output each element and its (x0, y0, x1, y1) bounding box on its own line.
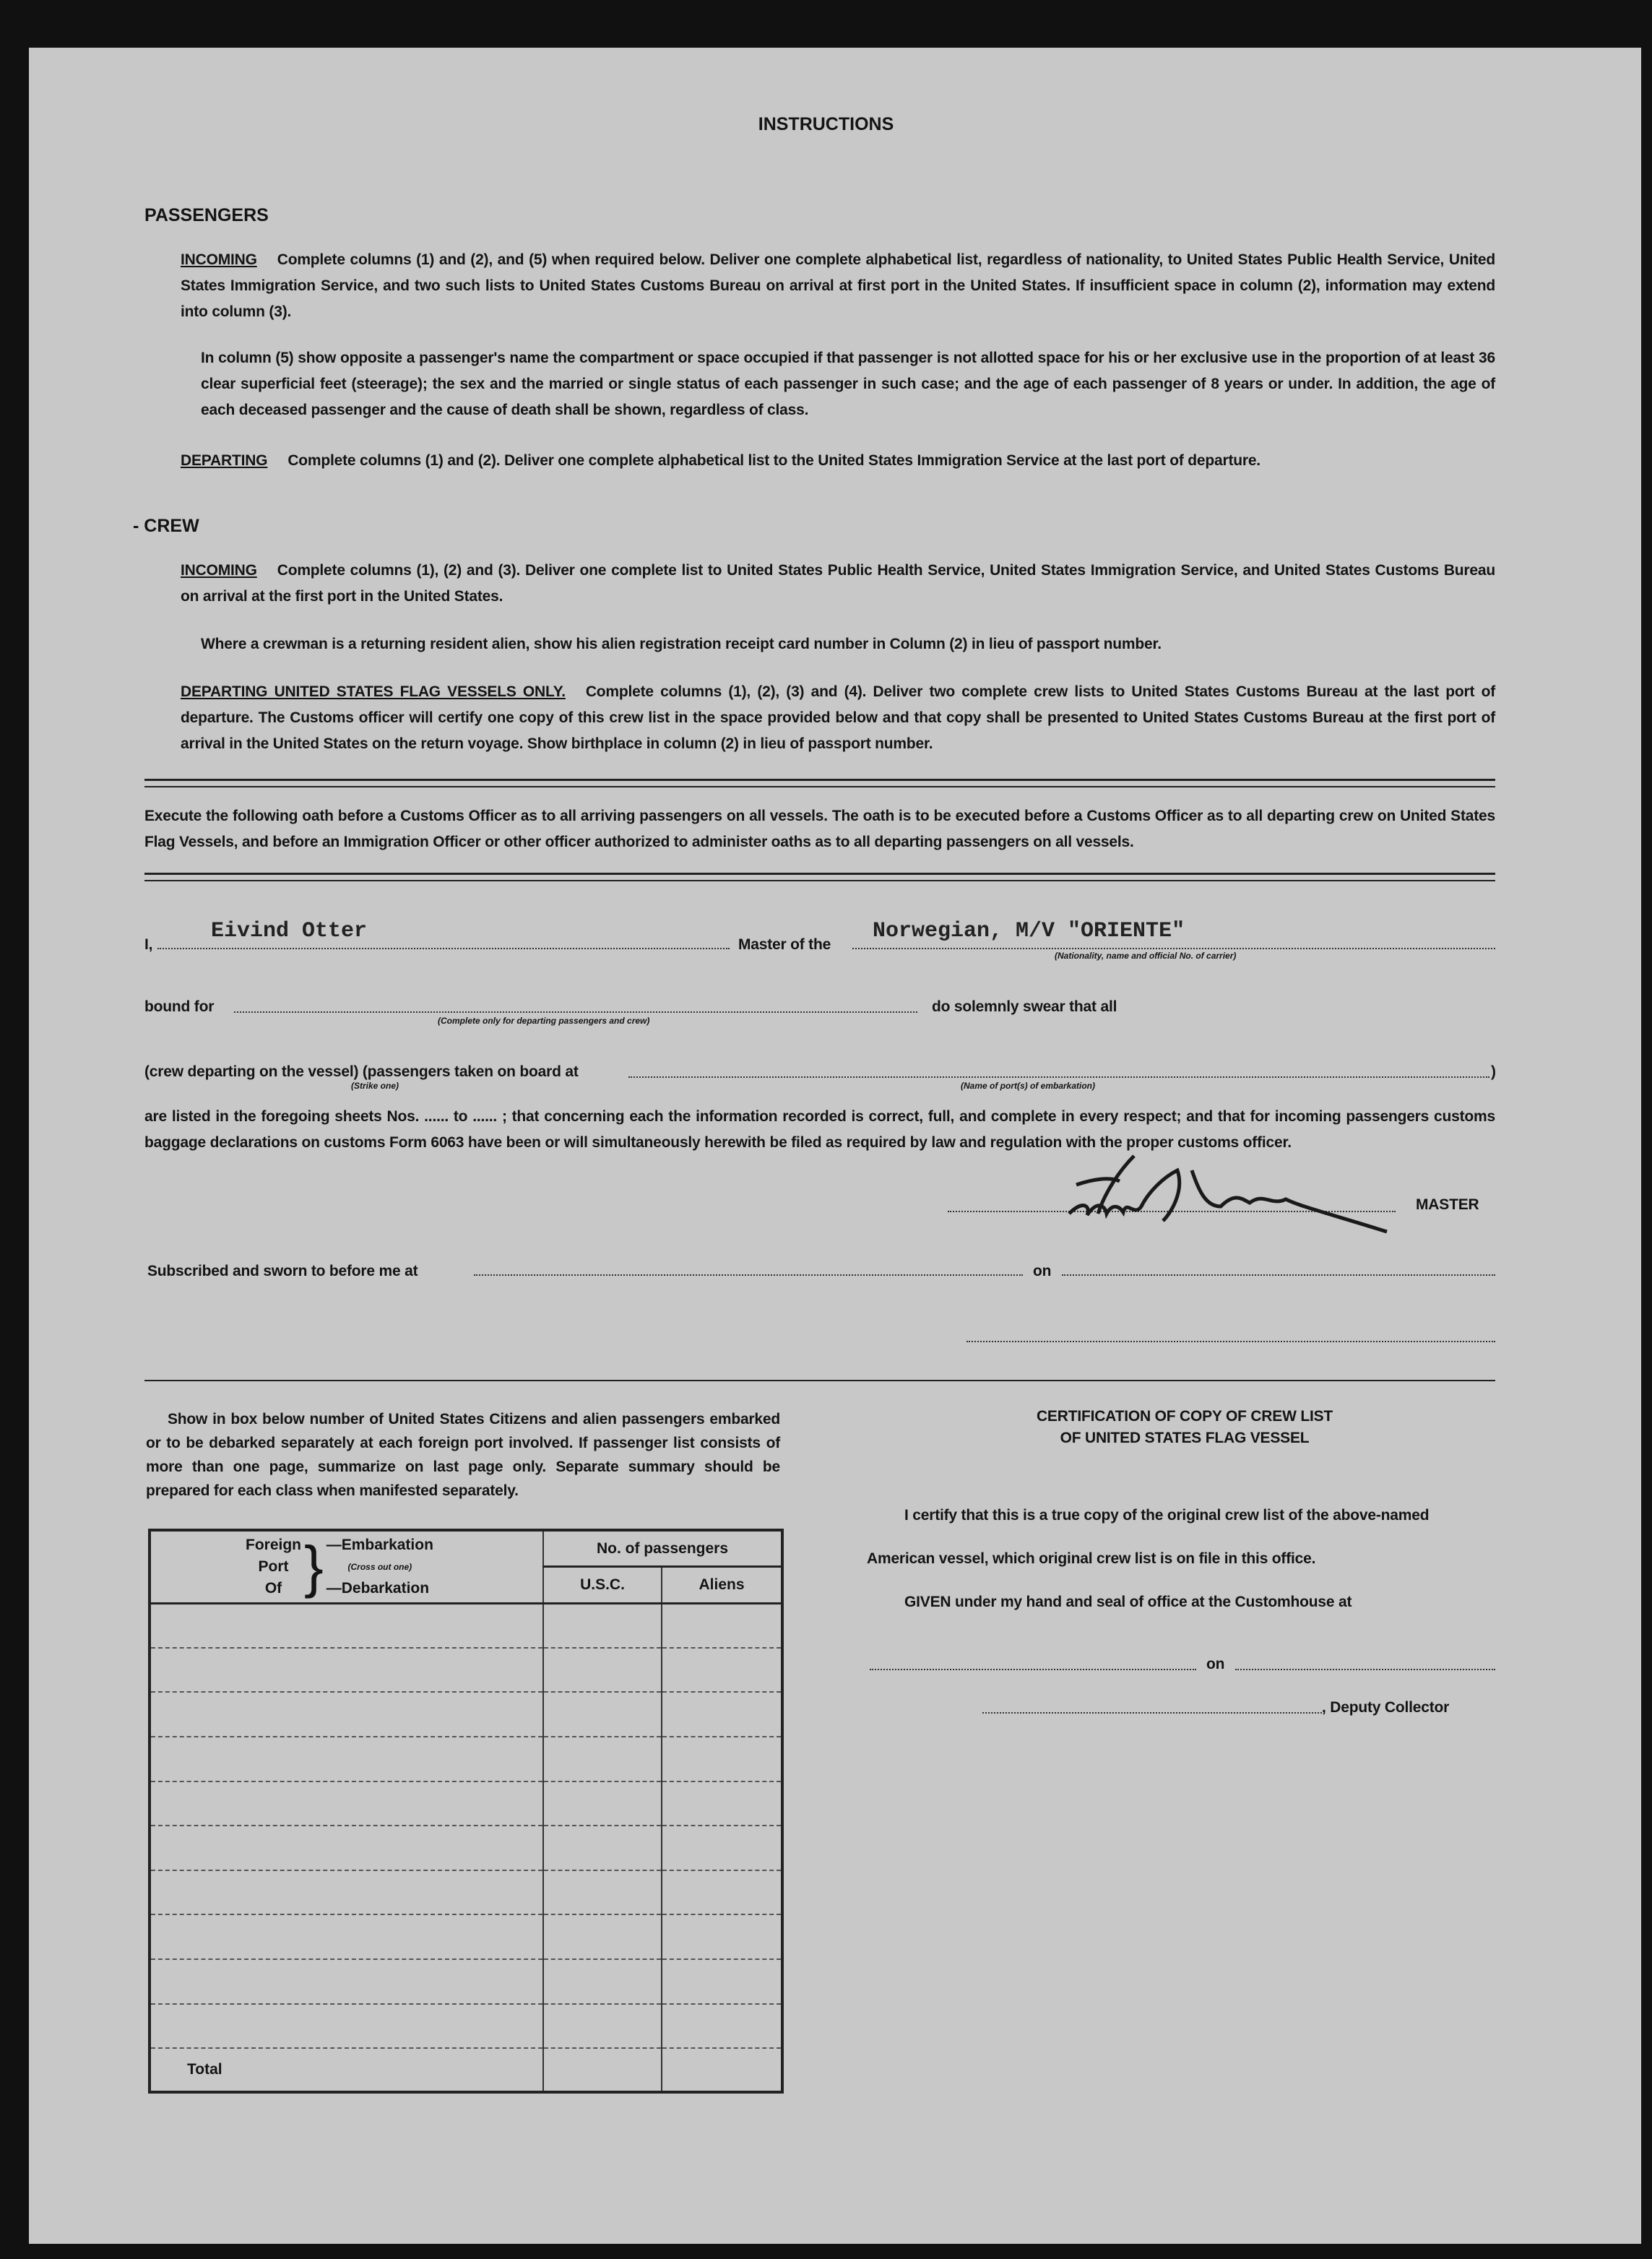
port-header-port: Port (258, 1558, 289, 1575)
crew-departing-text (181, 679, 1495, 757)
summary-table (148, 1529, 784, 2094)
usc-cell[interactable] (543, 2004, 662, 2049)
strike-caption: (Strike one) (351, 1081, 399, 1091)
listed-text-b: ; that concerning each the information recorded is correct, full, and complete in every respect; and that for incoming passengers customs baggage declarations on customs Form 6063 have been or will simultaneously herewith be filed as required by law and regulation with the proper customs officer. (144, 1108, 1495, 1151)
column5-text: In column (5) show opposite a passenger's name the compartment or space occupied if that passenger is not allotted space for his or her exclusive use in the proportion of at least 36 clear superficial feet (steerage); the sex and the married or single status of each passenger in such case; and the age of each passenger of 8 years or under. In addition, the age of each deceased passenger and the cause of death shall be shown, regardless of class. (201, 350, 1495, 418)
vessel-caption: (Nationality, name and official No. of carrier) (1055, 951, 1237, 961)
certification-title-1: CERTIFICATION OF COPY OF CREW LIST (1036, 1408, 1333, 1425)
crew-heading-text: CREW (144, 516, 199, 536)
port-header-foreign: Foreign (246, 1536, 301, 1553)
crew-departing-label: (crew departing on the vessel) (passengers taken on board at (144, 1063, 579, 1080)
aliens-header: Aliens (662, 1567, 782, 1604)
total-usc-cell[interactable] (543, 2048, 662, 2092)
departing-body: Complete columns (1) and (2). Deliver one complete alphabetical list to the United States Immigration Service at the last port of departure. (287, 452, 1260, 469)
passengers-heading: PASSENGERS (144, 205, 269, 225)
table-row (150, 1826, 782, 1870)
page-title: INSTRUCTIONS (758, 114, 894, 134)
close-paren: ) (1491, 1063, 1496, 1080)
master-of-label: Master of the (738, 936, 831, 953)
listed-to: to (453, 1108, 468, 1125)
aliens-cell[interactable] (662, 1826, 782, 1870)
port-cell[interactable] (150, 1648, 543, 1693)
crew-departing-label: DEPARTING UNITED STATES FLAG VESSELS ONLY. (181, 683, 566, 700)
port-cell[interactable] (150, 2004, 543, 2049)
table-row (150, 1781, 782, 1826)
ports-field[interactable] (628, 1076, 1489, 1078)
usc-cell[interactable] (543, 1870, 662, 1915)
subscribed-label: Subscribed and sworn to before me at (147, 1263, 418, 1279)
listed-statement: are listed in the foregoing sheets Nos. ...... to ...... ; that concerning each the information recorded is correct, full, and complete in every respect; and that for incoming passengers customs baggage declarations on customs Form 6063 have been or will simultaneously herewith be filed as required by law and regulation with the proper customs officer. (144, 1108, 1495, 1151)
table-row (150, 2004, 782, 2049)
aliens-cell[interactable] (662, 1692, 782, 1737)
certification-title (867, 1406, 1502, 1449)
table-row (150, 1692, 782, 1737)
divider (144, 873, 1495, 875)
aliens-cell[interactable] (662, 1603, 782, 1648)
aliens-cell[interactable] (662, 1914, 782, 1959)
bound-for-caption: (Complete only for departing passengers and crew) (438, 1016, 650, 1026)
usc-cell[interactable] (543, 1826, 662, 1870)
certification-text-3: GIVEN under my hand and seal of office at the Customhouse at (904, 1594, 1352, 1610)
crew-departing-body: Complete columns (1), (2), (3) and (4). Deliver two complete crew lists to United States Customs Bureau at the last port of departure. The Customs officer will certify one copy of this crew list in the space provided below and that copy shall be presented to United States Customs Bureau at the first port of arrival in the United States on the return voyage. Show birthplace in column (2) in lieu of passport number. (181, 683, 1495, 752)
deputy-collector-field[interactable] (982, 1712, 1322, 1714)
port-cell[interactable] (150, 1603, 543, 1648)
divider (144, 786, 1495, 787)
table-row (150, 1603, 782, 1648)
port-cell[interactable] (150, 1737, 543, 1781)
usc-cell[interactable] (543, 1603, 662, 1648)
embarkation-option: —Embarkation (326, 1536, 433, 1553)
incoming-body: Complete columns (1) and (2), and (5) when required below. Deliver one complete alphabetical list, regardless of nationality, to United States Public Health Service, United States Immigration Service, and two such lists to United States Customs Bureau on arrival at first port in the United States. If insufficient space in column (2), information may extend into column (3). (181, 251, 1495, 320)
certification-title-2: OF UNITED STATES FLAG VESSEL (1060, 1430, 1310, 1446)
aliens-cell[interactable] (662, 1781, 782, 1826)
bound-for-label: bound for (144, 998, 215, 1015)
deputy-collector-label: , Deputy Collector (1322, 1699, 1450, 1716)
crew-heading: - CREW (133, 516, 199, 536)
usc-cell[interactable] (543, 1648, 662, 1693)
usc-cell[interactable] (543, 1737, 662, 1781)
port-cell[interactable] (150, 1959, 543, 2004)
listed-text-a: are listed in the foregoing sheets Nos. (144, 1108, 420, 1125)
port-cell[interactable] (150, 1826, 543, 1870)
vessel-value: Norwegian, M/V "ORIENTE" (873, 919, 1185, 943)
ports-caption: (Name of port(s) of embarkation) (961, 1081, 1096, 1091)
aliens-cell[interactable] (662, 1648, 782, 1693)
master-label: MASTER (1416, 1196, 1479, 1213)
certification-on-label: on (1206, 1656, 1225, 1672)
table-row (150, 1870, 782, 1915)
subscribed-place-field[interactable] (474, 1274, 1023, 1276)
departing-label: DEPARTING (181, 452, 268, 469)
total-label: Total (150, 2048, 543, 2092)
oath-instructions: Execute the following oath before a Customs Officer as to all arriving passengers on all vessels. The oath is to be executed before a Customs Officer as to all departing crew on United States Flag Vessels, and before an Immigration Officer or other officer authorized to administer oaths as to all departing passengers on all vessels. (144, 808, 1495, 850)
usc-cell[interactable] (543, 1959, 662, 2004)
divider (144, 779, 1495, 781)
port-header-of: Of (264, 1579, 282, 1597)
incoming-label: INCOMING (181, 251, 257, 268)
usc-cell[interactable] (543, 1914, 662, 1959)
port-cell[interactable] (150, 1692, 543, 1737)
usc-cell[interactable] (543, 1692, 662, 1737)
officer-signature-field[interactable] (966, 1341, 1495, 1342)
master-name-field[interactable] (157, 948, 730, 949)
i-label: I, (144, 936, 153, 953)
crew-resident-text: Where a crewman is a returning resident alien, show his alien registration receipt card number in Column (2) in lieu of passport number. (201, 636, 1162, 652)
usc-header: U.S.C. (543, 1567, 662, 1604)
table-row (150, 1959, 782, 2004)
table-row (150, 1648, 782, 1693)
port-header: Foreign Port Of } —Embarkation (Cross out one) —Debarkation (150, 1530, 543, 1603)
aliens-cell[interactable] (662, 1870, 782, 1915)
certification-text-1: I certify that this is a true copy of the original crew list of the above-named (904, 1507, 1430, 1524)
cross-out-caption: (Cross out one) (347, 1561, 412, 1572)
table-row (150, 1737, 782, 1781)
bound-for-field[interactable] (234, 1011, 917, 1013)
master-name-value: Eivind Otter (211, 919, 368, 943)
divider (144, 1380, 1495, 1381)
port-cell[interactable] (150, 1914, 543, 1959)
summary-instructions: Show in box below number of United States Citizens and alien passengers embarked or to be debarked separately at each foreign port involved. If passenger list consists of more than one page, summarize on last page only. Separate summary should be prepared for each class when manifested separately. (146, 1411, 780, 1499)
table-row (150, 1914, 782, 1959)
passengers-incoming-text (181, 247, 1495, 325)
subscribed-on-label: on (1033, 1263, 1052, 1279)
no-passengers-header: No. of passengers (543, 1530, 782, 1567)
vessel-field[interactable] (852, 948, 1495, 949)
subscribed-date-field[interactable] (1062, 1274, 1495, 1276)
signature-image (1055, 1149, 1394, 1243)
certification-date-field[interactable] (1235, 1669, 1495, 1670)
certification-text-2: American vessel, which original crew list is on file in this office. (867, 1550, 1316, 1567)
aliens-cell[interactable] (662, 1959, 782, 2004)
passengers-departing-text (181, 448, 1495, 474)
aliens-cell[interactable] (662, 2004, 782, 2049)
port-cell[interactable] (150, 1781, 543, 1826)
port-cell[interactable] (150, 1870, 543, 1915)
crew-incoming-text (181, 558, 1495, 610)
aliens-cell[interactable] (662, 1737, 782, 1781)
divider (144, 880, 1495, 881)
debarkation-option: —Debarkation (326, 1579, 430, 1597)
crew-incoming-body: Complete columns (1), (2) and (3). Deliver one complete list to United States Public Health Service, United States Immigration Service, and United States Customs Bureau on arrival at the first port in the United States. (181, 562, 1495, 605)
usc-cell[interactable] (543, 1781, 662, 1826)
swear-label: do solemnly swear that all (932, 998, 1117, 1015)
total-aliens-cell[interactable] (662, 2048, 782, 2092)
customhouse-field[interactable] (870, 1669, 1196, 1670)
crew-incoming-label: INCOMING (181, 562, 257, 579)
